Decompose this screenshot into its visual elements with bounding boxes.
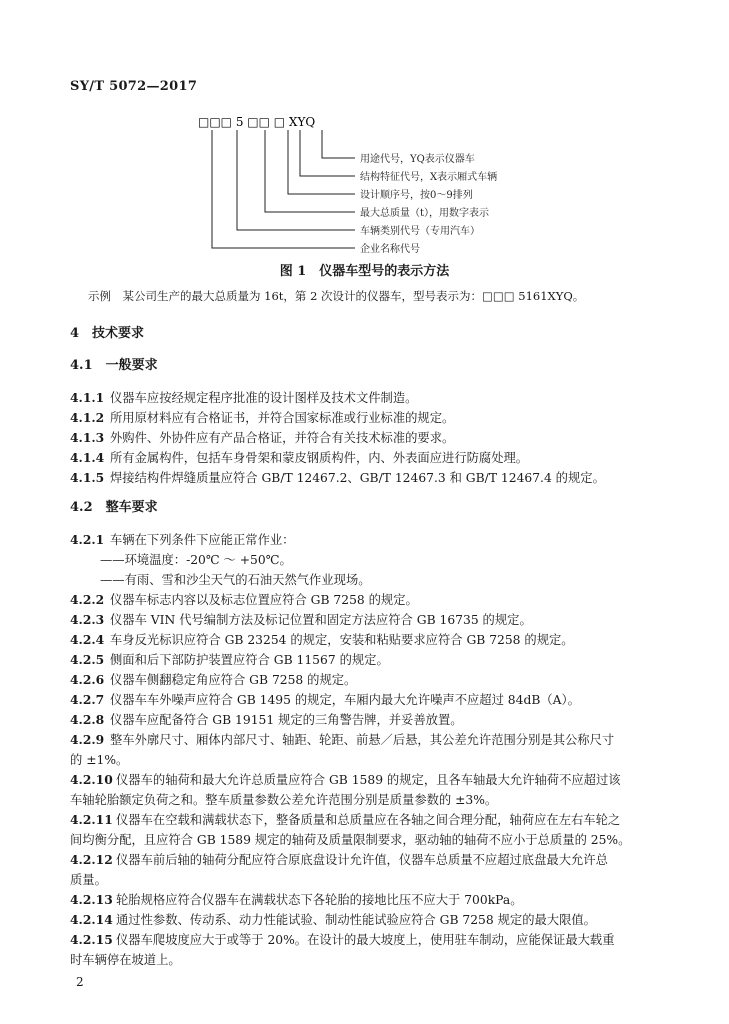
standard-header: SY/T 5072—2017	[70, 79, 198, 94]
clause-4-2-1-condition-1: ——环境温度：-20℃ ～ +50℃。	[100, 553, 292, 567]
figure-label-5: 车辆类别代号（专用汽车）	[360, 226, 480, 237]
figure-label-4: 最大总质量（t），用数字表示	[360, 208, 490, 219]
clause-4-2-6: 4.2.6 仪器车侧翻稳定角应符合 GB 7258 的规定。	[70, 672, 357, 687]
clause-4-2-10-cont: 车轴轮胎额定负荷之和。整车质量参数公差允许范围分别是质量参数的 ±3%。	[70, 793, 498, 807]
figure-caption: 图 1 仪器车型号的表示方法	[279, 264, 450, 279]
clause-4-2-9-cont: 的 ±1%。	[70, 753, 129, 767]
clause-4-2-14: 4.2.14 通过性参数、传动系、动力性能试验、制动性能试验应符合 GB 7258 规定的最大限值。	[70, 912, 596, 927]
section-4-title: 4 技术要求	[70, 326, 145, 341]
clause-4-2-11-cont: 间均衡分配，且应符合 GB 1589 规定的轴荷及质量限制要求，驱动轴的轴荷不应小于总质量的 25%。	[70, 833, 631, 847]
clause-4-2-15-cont: 时车辆停在坡道上。	[70, 953, 181, 967]
clause-4-2-11: 4.2.11 仪器车在空载和满载状态下，整备质量和总质量应在各轴之间合理分配，轴荷应在左右车轮之	[70, 812, 621, 827]
clause-4-2-1-condition-2: ——有雨、雪和沙尘天气的石油天然气作业现场。	[100, 573, 371, 587]
clause-4-2-5: 4.2.5 侧面和后下部防护装置应符合 GB 11567 的规定。	[70, 652, 389, 667]
figure-label-3: 设计顺序号，按0～9排列	[360, 190, 473, 201]
clause-4-2-4: 4.2.4 车身反光标识应符合 GB 23254 的规定，安装和粘贴要求应符合 GB 7258 的规定。	[70, 632, 574, 647]
figure-label-2: 结构特征代号，X表示厢式车辆	[360, 172, 498, 183]
section-4-2-title: 4.2 整车要求	[70, 500, 158, 515]
clause-4-2-9: 4.2.9 整车外廓尺寸、厢体内部尺寸、轴距、轮距、前悬／后悬，其公差允许范围分别是其公称尺寸	[70, 732, 615, 747]
clause-4-2-2: 4.2.2 仪器车标志内容以及标志位置应符合 GB 7258 的规定。	[70, 592, 418, 607]
clause-4-1-5: 4.1.5 焊接结构件焊缝质量应符合 GB/T 12467.2、GB/T 12467.3 和 GB/T 12467.4 的规定。	[70, 470, 605, 485]
clause-4-2-7: 4.2.7 仪器车车外噪声应符合 GB 1495 的规定，车厢内最大允许噪声不应超过 84dB（A）。	[70, 692, 580, 707]
clause-4-2-12-cont: 质量。	[70, 873, 107, 887]
clause-4-2-15: 4.2.15 仪器车爬坡度应大于或等于 20%。在设计的最大坡度上，使用驻车制动，应能保证最大载重	[70, 932, 615, 947]
clause-4-2-3: 4.2.3 仪器车 VIN 代号编制方法及标记位置和固定方法应符合 GB 16735 的规定。	[70, 612, 532, 627]
clause-4-1-3: 4.1.3 外购件、外协件应有产品合格证，并符合有关技术标准的要求。	[70, 430, 455, 445]
section-4-1-title: 4.1 一般要求	[70, 358, 158, 373]
clause-4-1-4: 4.1.4 所有金属构件，包括车身骨架和蒙皮钢质构件，内、外表面应进行防腐处理。	[70, 450, 529, 465]
clause-4-1-1: 4.1.1 仪器车应按经规定程序批准的设计图样及技术文件制造。	[70, 390, 418, 405]
figure-label-6: 企业名称代号	[360, 244, 420, 255]
clause-4-2-8: 4.2.8 仪器车应配备符合 GB 19151 规定的三角警告牌，并妥善放置。	[70, 712, 463, 727]
page-number: 2	[76, 975, 84, 989]
clause-4-2-10: 4.2.10 仪器车的轴荷和最大允许总质量应符合 GB 1589 的规定，且各车轴最大允许轴荷不应超过该	[70, 772, 621, 787]
clause-4-1-2: 4.1.2 所用原材料应有合格证书，并符合国家标准或行业标准的规定。	[70, 410, 455, 425]
example-text: 示例 某公司生产的最大总质量为 16t，第 2 次设计的仪器车，型号表示为：□□□ 5161XYQ。	[88, 289, 585, 303]
clause-4-2-13: 4.2.13 轮胎规格应符合仪器车在满载状态下各轮胎的接地比压不应大于 700kPa。	[70, 892, 523, 907]
model-code-template: □□□ 5 □□ □ XYQ	[198, 115, 316, 129]
clause-4-2-1: 4.2.1 车辆在下列条件下应能正常作业：	[70, 532, 295, 547]
clause-4-2-12: 4.2.12 仪器车前后轴的轴荷分配应符合原底盘设计允许值，仪器车总质量不应超过底盘最大允许总	[70, 852, 608, 867]
figure-label-1: 用途代号，YQ表示仪器车	[360, 154, 475, 165]
